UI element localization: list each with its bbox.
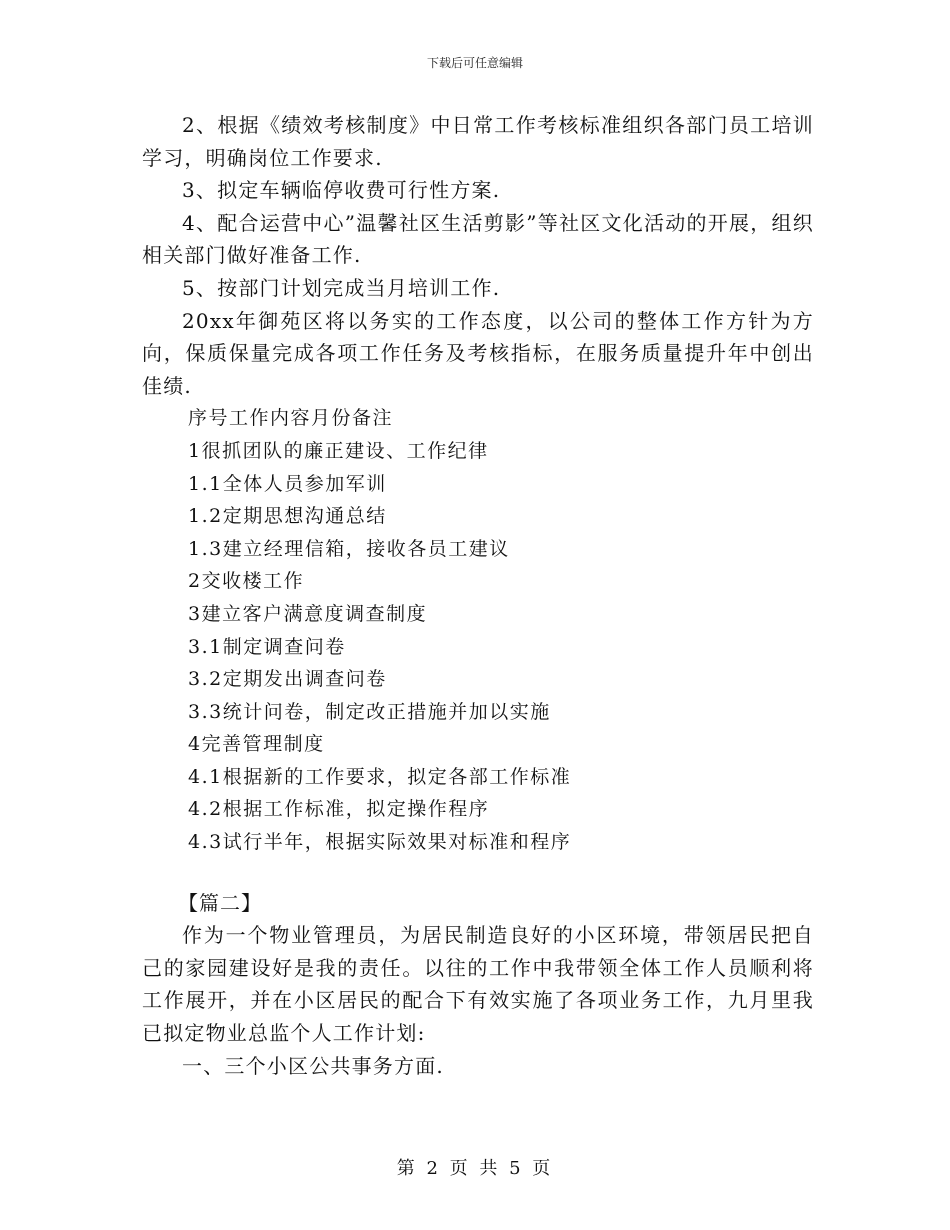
work-plan-row: 4完善管理制度 (188, 733, 325, 756)
work-plan-row: 4.1根据新的工作要求，拟定各部工作标准 (188, 765, 572, 788)
work-plan-row: 2交收楼工作 (188, 570, 305, 593)
paragraph-intro: 作为一个物业管理员，为居民制造良好的小区环境，带领居民把自己的家园建设好是我的责任。以往的工作中我带领全体工作人员顺利将工作展开，并在小区居民的配合下有效实施了各项业务工作，九月里我已拟定物业总监个人工作计划: (142, 923, 814, 1046)
paragraph-item-5: 5、按部门计划完成当月培训工作. (182, 275, 501, 300)
paragraph-heading-public-affairs: 一、三个小区公共事务方面. (182, 1053, 444, 1078)
work-plan-header: 序号工作内容月份备注 (188, 407, 394, 430)
work-plan-row: 1.1全体人员参加军训 (188, 472, 387, 495)
work-plan-row: 1很抓团队的廉正建设、工作纪律 (188, 439, 489, 462)
paragraph-item-2: 2、根据《绩效考核制度》中日常工作考核标准组织各部门员工培训学习，明确岗位工作要求. (142, 113, 814, 170)
work-plan-row: 3.2定期发出调查问卷 (188, 668, 387, 691)
work-plan-row: 1.2定期思想沟通总结 (188, 505, 387, 528)
work-plan-row: 3.1制定调查问卷 (188, 635, 346, 658)
work-plan-list (142, 402, 814, 858)
document-body (142, 109, 814, 1082)
work-plan-row: 3.3统计问卷，制定改正措施并加以实施 (188, 700, 551, 723)
paragraph-item-4: 4、配合运营中心”温馨社区生活剪影”等社区文化活动的开展，组织相关部门做好准备工作. (142, 210, 814, 268)
work-plan-row: 4.3试行半年，根据实际效果对标准和程序 (188, 831, 572, 854)
section-title: 【篇二】 (178, 890, 262, 915)
paragraph-item-3: 3、拟定车辆临停收费可行性方案. (182, 178, 501, 203)
work-plan-row: 3建立客户满意度调查制度 (188, 602, 428, 625)
paragraph-annual-goal: 20xx年御苑区将以务实的工作态度，以公司的整体工作方针为方向，保质保量完成各项工作任务及考核指标，在服务质量提升年中创出佳绩. (142, 308, 814, 398)
work-plan-row: 1.3建立经理信箱，接收各员工建议 (188, 537, 510, 560)
page-header-note: 下载后可任意编辑 (426, 56, 523, 70)
page-number-footer: 第 2 页 共 5 页 (396, 1158, 554, 1179)
work-plan-row: 4.2根据工作标准，拟定操作程序 (188, 798, 490, 821)
